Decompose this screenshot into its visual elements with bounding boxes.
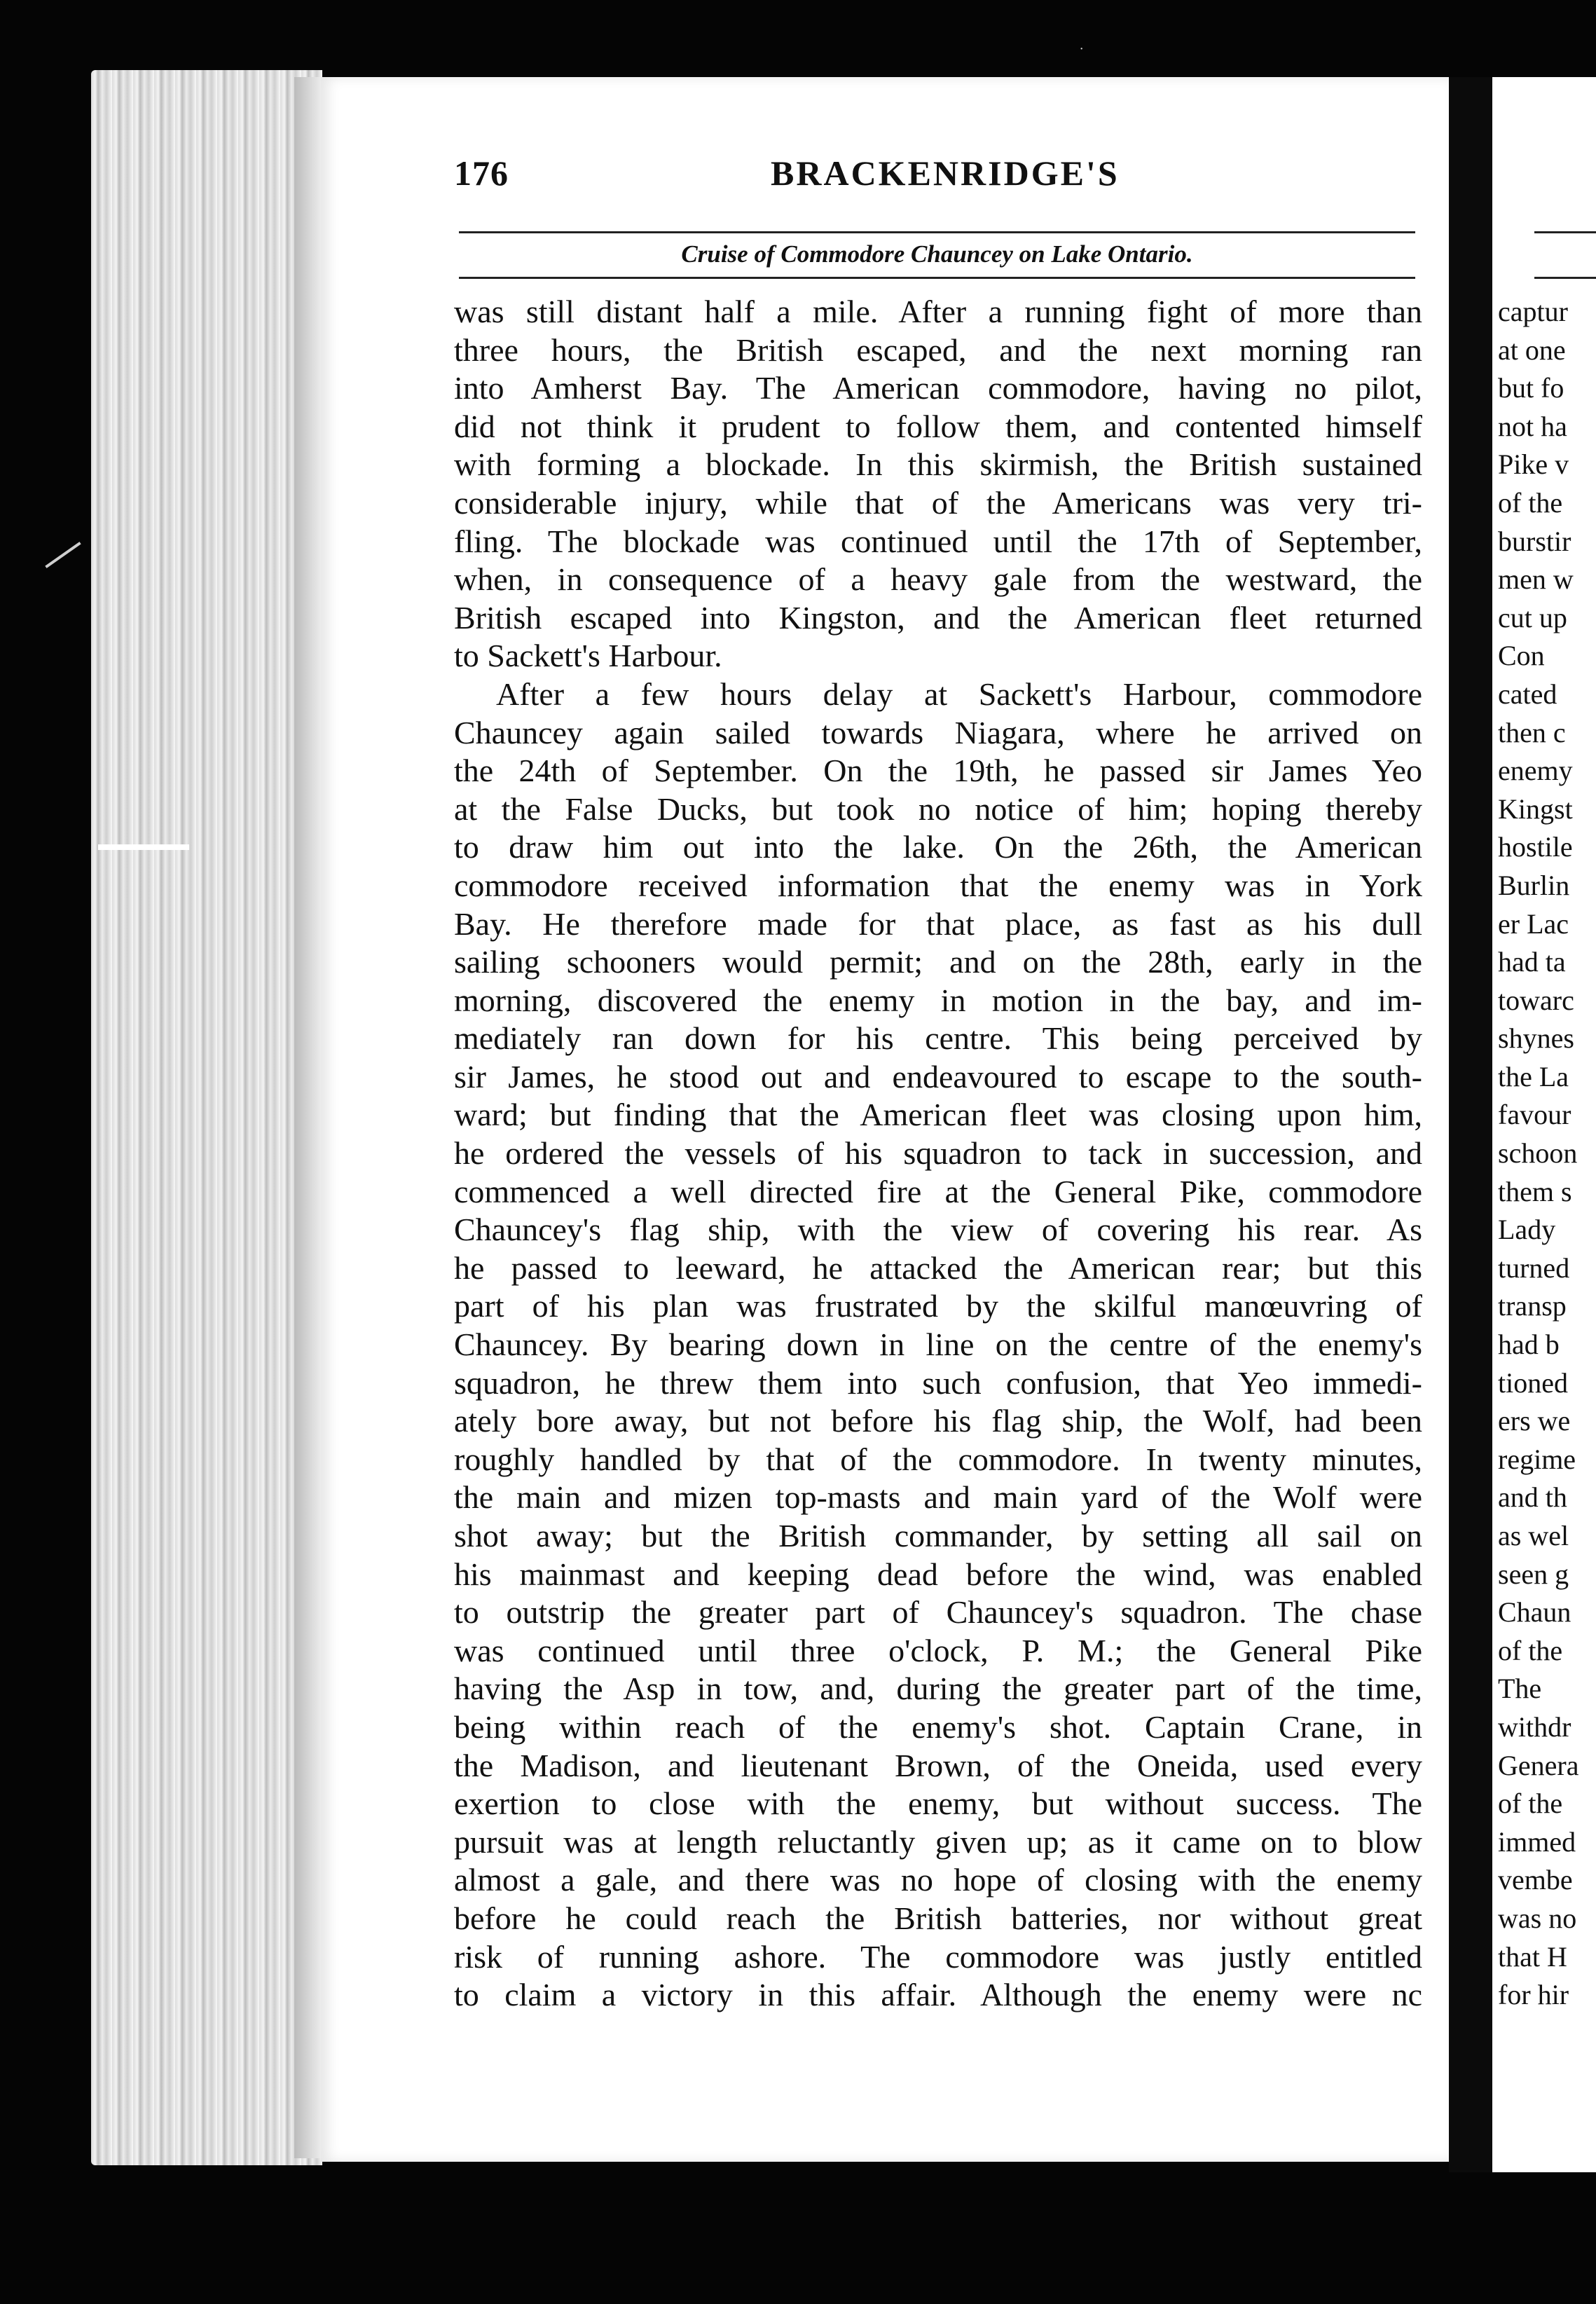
text-line: to outstrip the greater part of Chauncey's squadron. The chase: [454, 1594, 1422, 1631]
facing-text-fragment: ers we: [1498, 1405, 1571, 1437]
text-line: was continued until three o'clock, P. M.; the General Pike: [454, 1632, 1422, 1668]
text-line: sailing schooners would permit; and on the 28th, early in the: [454, 944, 1422, 980]
facing-page-text: [1498, 293, 1596, 2015]
text-line: being within reach of the enemy's shot. Captain Crane, in: [454, 1708, 1422, 1745]
facing-text-fragment: as wel: [1498, 1520, 1569, 1551]
text-line: After a few hours delay at Sackett's Harbour, commodore: [496, 676, 1422, 712]
text-line: to claim a victory in this affair. Although the enemy were nc: [454, 1977, 1422, 2013]
facing-text-fragment: er Lac: [1498, 907, 1569, 940]
facing-text-fragment: transp: [1498, 1290, 1567, 1322]
facing-text-fragment: of the: [1498, 1788, 1563, 1820]
text-line: sir James, he stood out and endeavoured to escape to the south-: [454, 1058, 1422, 1095]
facing-text-fragment: Chaun: [1498, 1596, 1571, 1628]
text-line: pursuit was at length reluctantly given up; as it came on to blow: [454, 1823, 1422, 1860]
facing-text-fragment: captur: [1498, 296, 1568, 327]
facing-text-fragment: cated: [1498, 678, 1557, 710]
text-line: considerable injury, while that of the Americans was very tri-: [454, 484, 1422, 521]
header-rule-bottom: [459, 277, 1415, 279]
facing-text-fragment: and th: [1498, 1481, 1567, 1514]
text-line: to Sackett's Harbour.: [454, 638, 722, 674]
text-line: morning, discovered the enemy in motion in the bay, and im-: [454, 982, 1422, 1018]
book-gutter: [1449, 77, 1492, 2172]
facing-text-fragment: shynes: [1498, 1022, 1574, 1055]
text-line: his mainmast and keeping dead before the wind, was enabled: [454, 1556, 1422, 1592]
facing-text-fragment: cut up: [1498, 601, 1567, 633]
text-line: ward; but finding that the American fleet was closing upon him,: [454, 1097, 1422, 1133]
facing-header-rule-bottom: [1534, 277, 1596, 279]
text-line: exertion to close with the enemy, but without success. The: [454, 1785, 1422, 1822]
facing-text-fragment: seen g: [1498, 1558, 1569, 1590]
stacked-page-edges: [91, 70, 322, 2165]
page-edge-tab: [98, 844, 189, 850]
page-number: 176: [454, 153, 509, 193]
text-line: the Madison, and lieutenant Brown, of the Oneida, used every: [454, 1747, 1422, 1783]
text-line: when, in consequence of a heavy gale from the westward, the: [454, 561, 1422, 598]
facing-text-fragment: hostile: [1498, 831, 1573, 863]
facing-text-fragment: men w: [1498, 563, 1574, 596]
facing-text-fragment: was no: [1498, 1902, 1577, 1934]
facing-text-fragment: Kingst: [1498, 793, 1573, 825]
facing-text-fragment: the La: [1498, 1060, 1569, 1092]
running-title: BRACKENRIDGE'S: [771, 153, 1120, 193]
facing-text-fragment: burstir: [1498, 525, 1571, 557]
text-line: did not think it prudent to follow them, and contented himself: [454, 408, 1422, 444]
facing-text-fragment: favour: [1498, 1099, 1571, 1131]
text-line: was still distant half a mile. After a running fight of more than: [454, 294, 1422, 329]
header-rule-top: [459, 231, 1415, 233]
text-line: part of his plan was frustrated by the skilful manœuvring of: [454, 1288, 1422, 1324]
facing-text-fragment: withdr: [1498, 1710, 1571, 1743]
text-line: three hours, the British escaped, and the next morning ran: [454, 331, 1422, 368]
text-line: risk of running ashore. The commodore was justly entitled: [454, 1938, 1422, 1975]
text-line: with forming a blockade. In this skirmish, the British sustained: [454, 446, 1422, 483]
facing-text-fragment: towarc: [1498, 984, 1574, 1016]
facing-text-fragment: had ta: [1498, 946, 1566, 978]
facing-text-fragment: of the: [1498, 486, 1563, 519]
text-line: into Amherst Bay. The American commodore, having no pilot,: [454, 370, 1422, 406]
text-line: Bay. He therefore made for that place, as fast as his dull: [454, 905, 1422, 942]
facing-text-fragment: immed: [1498, 1825, 1576, 1858]
text-line: commodore received information that the enemy was in York: [454, 867, 1422, 903]
facing-text-fragment: at one: [1498, 334, 1566, 366]
facing-text-fragment: Genera: [1498, 1749, 1579, 1781]
facing-text-fragment: regime: [1498, 1443, 1576, 1475]
text-line: having the Asp in tow, and, during the greater part of the time,: [454, 1671, 1422, 1707]
facing-text-fragment: Lady: [1498, 1214, 1556, 1246]
facing-text-fragment: Pike v: [1498, 448, 1569, 481]
text-line: British escaped into Kingston, and the American fleet returned: [454, 599, 1422, 636]
facing-text-fragment: Burlin: [1498, 869, 1570, 901]
text-line: the main and mizen top-masts and main yard of the Wolf were: [454, 1479, 1422, 1516]
text-line: the 24th of September. On the 19th, he passed sir James Yeo: [454, 753, 1422, 789]
body-text: [454, 293, 1422, 2015]
scan-artifact-dot: ˙: [1079, 44, 1085, 62]
facing-text-fragment: Con: [1498, 640, 1545, 672]
facing-text-fragment: that H: [1498, 1940, 1567, 1973]
text-line: commenced a well directed fire at the General Pike, commodore: [454, 1173, 1422, 1209]
text-line: he passed to leeward, he attacked the American rear; but this: [454, 1249, 1422, 1286]
text-line: mediately ran down for his centre. This being perceived by: [454, 1020, 1422, 1057]
text-line: Chauncey. By bearing down in line on the centre of the enemy's: [454, 1326, 1422, 1363]
text-line: almost a gale, and there was no hope of closing with the enemy: [454, 1862, 1422, 1898]
facing-text-fragment: then c: [1498, 716, 1566, 748]
page-edge-shadow: [294, 77, 322, 2158]
facing-text-fragment: tioned: [1498, 1366, 1568, 1399]
text-line: Chauncey again sailed towards Niagara, where he arrived on: [454, 714, 1422, 750]
facing-text-fragment: schoon: [1498, 1137, 1578, 1170]
section-heading: Cruise of Commodore Chauncey on Lake Ontario.: [681, 240, 1193, 268]
facing-text-fragment: not ha: [1498, 410, 1567, 442]
text-line: before he could reach the British batteries, nor without great: [454, 1900, 1422, 1936]
facing-text-fragment: vembe: [1498, 1864, 1573, 1896]
scan-artifact-mark: [45, 542, 81, 568]
text-line: roughly handled by that of the commodore. In twenty minutes,: [454, 1441, 1422, 1477]
facing-text-fragment: for hir: [1498, 1979, 1569, 2011]
text-line: ately bore away, but not before his flag ship, the Wolf, had been: [454, 1403, 1422, 1439]
facing-text-fragment: had b: [1498, 1329, 1560, 1361]
text-line: at the False Ducks, but took no notice of him; hoping thereby: [454, 790, 1422, 827]
text-line: fling. The blockade was continued until the 17th of September,: [454, 523, 1422, 559]
facing-text-fragment: of the: [1498, 1634, 1563, 1666]
facing-text-fragment: turned: [1498, 1252, 1570, 1284]
text-line: Chauncey's flag ship, with the view of covering his rear. As: [454, 1212, 1422, 1248]
facing-header-rule-top: [1534, 231, 1596, 233]
text-line: shot away; but the British commander, by setting all sail on: [454, 1518, 1422, 1554]
text-line: he ordered the vessels of his squadron to tack in succession, and: [454, 1135, 1422, 1172]
facing-text-fragment: enemy: [1498, 755, 1573, 787]
text-line: to draw him out into the lake. On the 26th, the American: [454, 829, 1422, 865]
facing-text-fragment: The: [1498, 1673, 1542, 1705]
text-line: squadron, he threw them into such confusion, that Yeo immedi-: [454, 1364, 1422, 1401]
facing-text-fragment: them s: [1498, 1175, 1572, 1207]
facing-text-fragment: but fo: [1498, 372, 1564, 404]
